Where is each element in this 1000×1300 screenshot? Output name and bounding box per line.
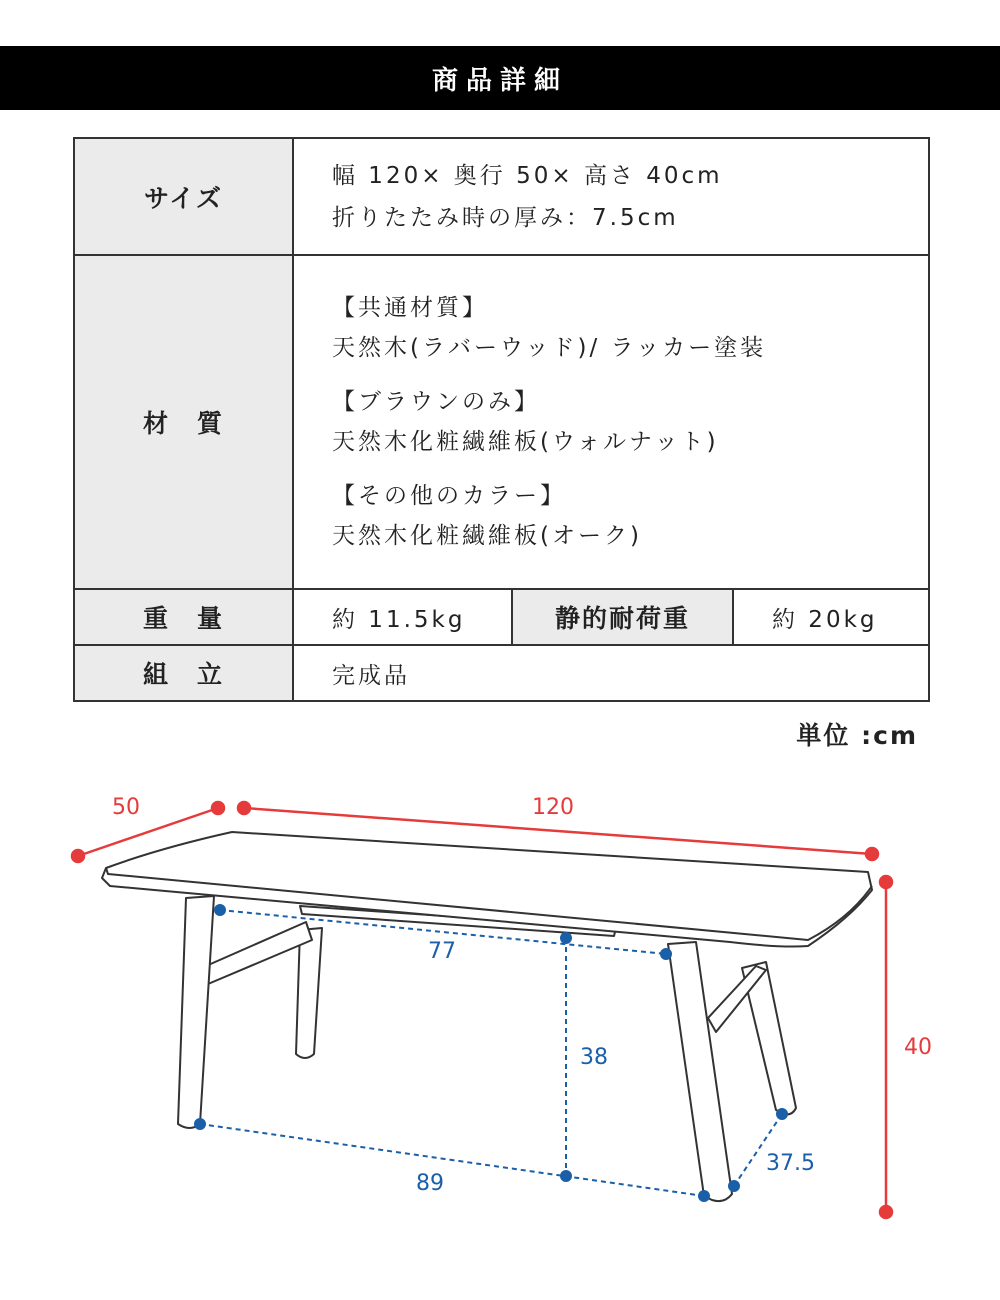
- assembly-value: 完成品: [293, 645, 929, 701]
- material-group: [332, 382, 928, 462]
- assembly-label: 組 立: [74, 645, 293, 701]
- spec-row-weight: [74, 589, 929, 645]
- material-label: 材 質: [74, 255, 293, 589]
- section-header: [0, 46, 1000, 110]
- material-text: 天然木(ラバーウッド)/ ラッカー塗装: [332, 335, 767, 361]
- spec-table: [73, 137, 930, 702]
- leg-height-label: 38: [580, 1045, 608, 1070]
- spec-row-assembly: [74, 645, 929, 701]
- weight-value: 約 11.5kg: [293, 589, 512, 645]
- table-top: [102, 832, 872, 947]
- leg-back-left: [296, 928, 322, 1058]
- load-value: 約 20kg: [733, 589, 929, 645]
- leg-front-left: [178, 896, 214, 1128]
- size-line: 折りたたみ時の厚み：7.5cm: [332, 204, 679, 231]
- depth-label: 50: [112, 795, 140, 820]
- spec-row-size: [74, 138, 929, 255]
- height-label: 40: [904, 1035, 932, 1060]
- section-title: 商品詳細: [431, 65, 568, 96]
- material-group: [332, 288, 928, 368]
- material-group: [332, 476, 928, 556]
- inner-width-label: 77: [428, 939, 456, 964]
- material-text: 天然木化粧繊維板(ウォルナット): [332, 429, 719, 455]
- width-label: 120: [532, 795, 574, 820]
- weight-label: 重 量: [74, 589, 293, 645]
- leg-front-right: [668, 942, 732, 1201]
- size-value: [293, 138, 929, 255]
- load-label: 静的耐荷重: [512, 589, 733, 645]
- crossbar-left: [206, 922, 312, 984]
- material-value: [293, 255, 929, 589]
- table-drawing: [102, 832, 872, 1201]
- unit-note: 単位 :cm: [796, 721, 918, 750]
- material-heading: 【その他のカラー】: [332, 483, 566, 509]
- material-text: 天然木化粧繊維板(オーク): [332, 523, 642, 549]
- leg-depth-label: 37.5: [766, 1151, 815, 1176]
- table-dimension-diagram: [0, 760, 1000, 1300]
- spec-row-material: [74, 255, 929, 589]
- material-heading: 【ブラウンのみ】: [332, 389, 540, 415]
- leg-span-label: 89: [416, 1171, 444, 1196]
- material-heading: 【共通材質】: [332, 295, 488, 321]
- size-label: サイズ: [74, 138, 293, 255]
- size-line: 幅 120× 奥行 50× 高さ 40cm: [332, 162, 723, 189]
